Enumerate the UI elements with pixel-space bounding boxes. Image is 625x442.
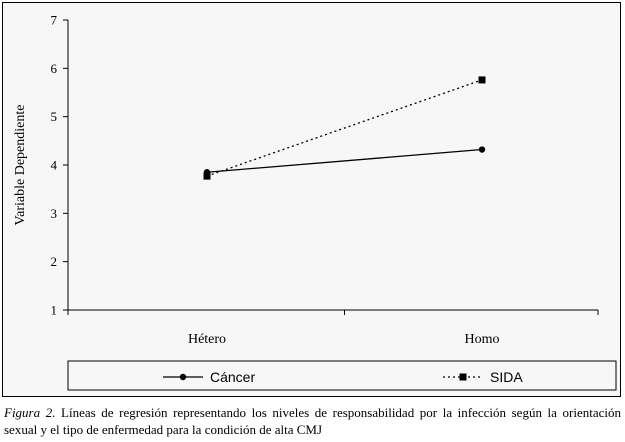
data-point-cancer-1 xyxy=(479,146,485,152)
series-line-sida xyxy=(207,80,482,176)
y-tick-label: 3 xyxy=(50,205,57,221)
legend-label-cancer: Cáncer xyxy=(210,369,256,385)
series-line-cancer xyxy=(207,150,482,173)
caption-text: Líneas de regresión representando los niveles de responsabilidad por la infección según la orientación sexual y el tipo de enfermedad para la condición de alta CMJ xyxy=(4,405,621,437)
legend-marker-cancer xyxy=(180,374,186,380)
figure-caption xyxy=(4,404,621,438)
legend-box xyxy=(68,361,616,390)
x-category-label: Hétero xyxy=(187,332,227,347)
data-point-sida-1 xyxy=(479,76,486,83)
x-category-label: Homo xyxy=(464,332,500,347)
y-tick-label: 2 xyxy=(50,254,57,270)
legend-marker-sida xyxy=(460,374,467,381)
y-tick-label: 7 xyxy=(50,12,57,28)
data-point-sida-0 xyxy=(204,173,211,180)
y-tick-label: 1 xyxy=(50,302,57,318)
x-categories xyxy=(188,332,500,347)
caption-label: Figura 2. xyxy=(4,405,56,420)
y-tick-label: 6 xyxy=(50,60,57,76)
y-axis-label: Variable Dependiente xyxy=(13,104,28,226)
y-tick-label: 4 xyxy=(50,157,57,173)
y-ticks xyxy=(51,13,599,318)
legend-label-sida: SIDA xyxy=(490,369,523,385)
series-layer xyxy=(204,76,486,179)
y-tick-label: 5 xyxy=(50,109,57,125)
